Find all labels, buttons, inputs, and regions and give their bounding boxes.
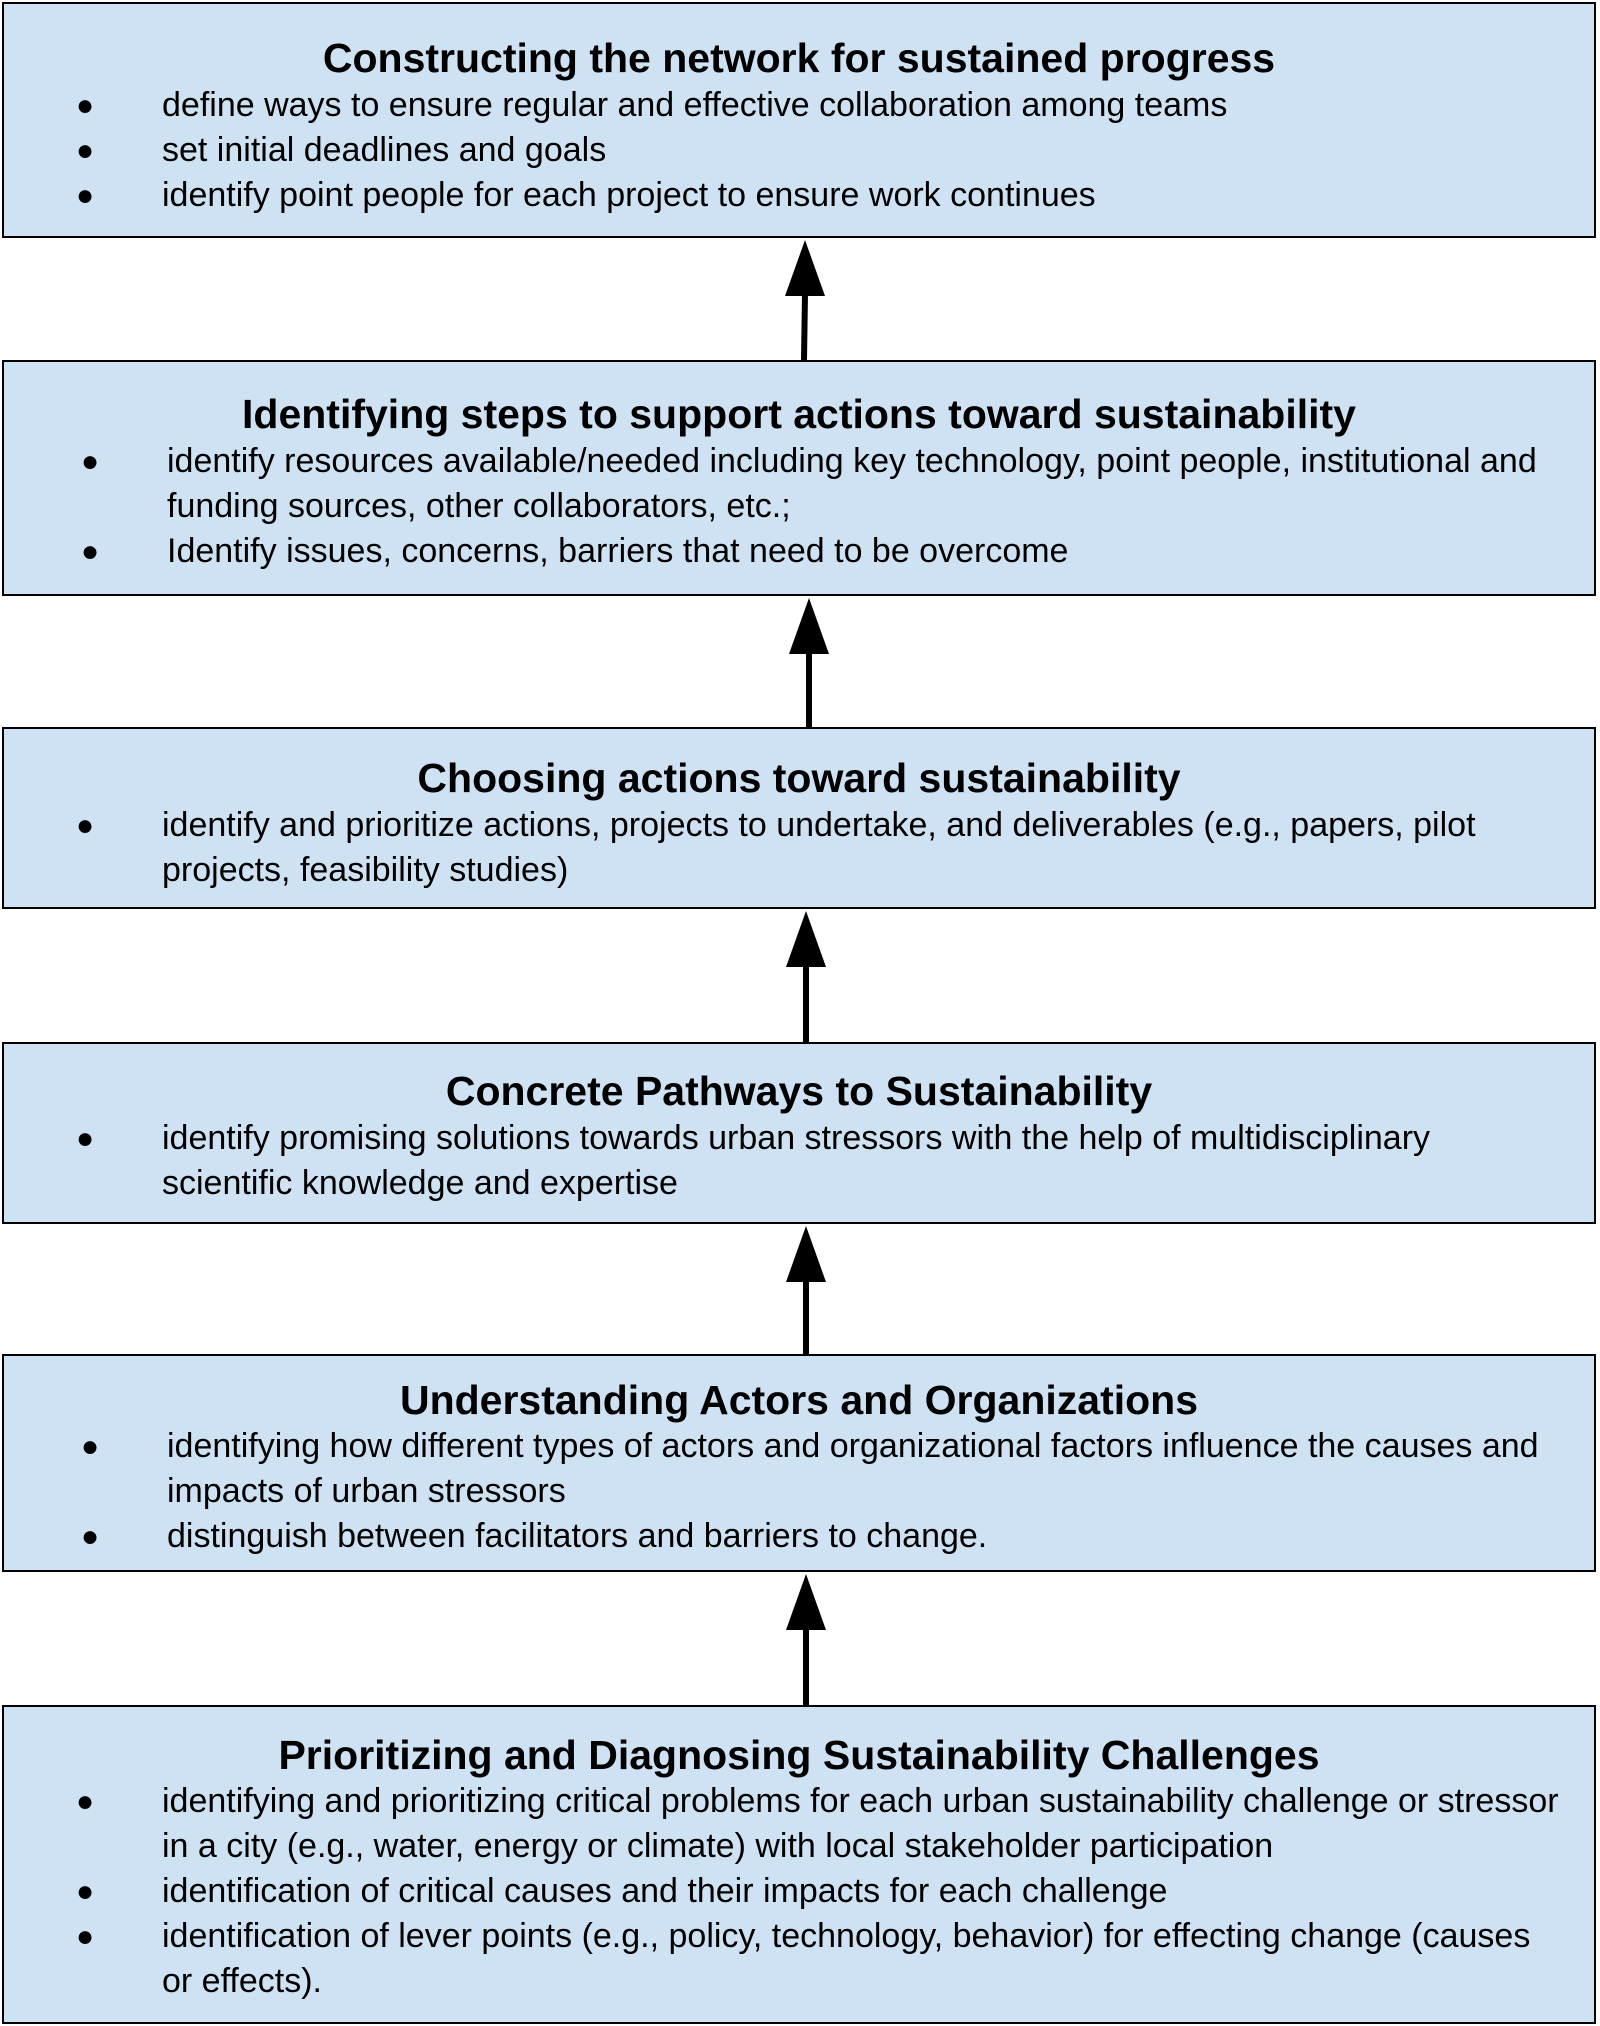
arrow-head xyxy=(785,240,825,296)
stage-bullet-list xyxy=(81,1424,1564,1559)
stage-title: Prioritizing and Diagnosing Sustainability Challenges xyxy=(278,1732,1320,1778)
list-item: ● set initial deadlines and goals xyxy=(76,131,607,169)
list-item: ● identify point people for each project to ensure work continues xyxy=(76,176,1096,214)
stage-box-understanding-actors xyxy=(2,1354,1596,1572)
list-item: ● identification of lever points (e.g., policy, technology, behavior) for effecting change (causes or effects). xyxy=(76,1917,1531,2000)
arrow-up-1 xyxy=(780,238,830,360)
stage-title: Constructing the network for sustained progress xyxy=(322,35,1276,81)
list-item: ● identify resources available/needed including key technology, point people, institutional and funding sources, other collaborators, etc.; xyxy=(81,442,1537,525)
list-item: ● identifying how different types of actors and organizational factors influence the causes and impacts of urban stressors xyxy=(81,1427,1539,1510)
arrow-head xyxy=(786,1226,826,1282)
bullet-text: distinguish between facilitators and barriers to change. xyxy=(167,1517,988,1555)
list-item: ● identification of critical causes and their impacts for each challenge xyxy=(76,1872,1168,1910)
list-item: ● Identify issues, concerns, barriers that need to be overcome xyxy=(81,532,1069,570)
bullet-text: identify and prioritize actions, projects to undertake, and deliverables (e.g., papers, pilot projects, feasibility studies) xyxy=(162,806,1476,889)
stage-box-concrete-pathways xyxy=(2,1042,1596,1224)
bullet-text: identify point people for each project to ensure work continues xyxy=(162,176,1096,214)
arrow-head xyxy=(789,598,829,654)
bullet-text: set initial deadlines and goals xyxy=(162,131,607,169)
stage-bullet-list xyxy=(76,1116,1564,1206)
bullet-text: Identify issues, concerns, barriers that need to be overcome xyxy=(167,532,1069,570)
arrow-up-2 xyxy=(784,596,834,727)
arrow-up-5 xyxy=(781,1572,831,1705)
stage-title: Identifying steps to support actions toward sustainability xyxy=(242,391,1356,437)
stage-bullet-list xyxy=(76,83,1564,218)
arrow-head xyxy=(786,911,826,967)
bullet-text: identify promising solutions towards urban stressors with the help of multidisciplinary scientific knowledge and expertise xyxy=(162,1119,1431,1202)
list-item: ● identify and prioritize actions, projects to undertake, and deliverables (e.g., papers, pilot projects, feasibility studies) xyxy=(76,806,1476,889)
list-item: ● identifying and prioritizing critical problems for each urban sustainability challenge or stressor in a city (e.g., water, energy or climate) with local stakeholder participation xyxy=(76,1782,1559,1865)
bullet-text: identify resources available/needed including key technology, point people, institutional and funding sources, other collaborators, etc.; xyxy=(167,442,1537,525)
stage-bullet-list xyxy=(76,803,1564,893)
bullet-text: identification of critical causes and their impacts for each challenge xyxy=(162,1872,1168,1910)
stage-bullet-list xyxy=(81,439,1564,574)
bullet-text: identifying and prioritizing critical problems for each urban sustainability challenge or stressor in a city (e.g., water, energy or climate) with local stakeholder participation xyxy=(162,1782,1559,1865)
bullet-text: define ways to ensure regular and effective collaboration among teams xyxy=(162,86,1228,124)
arrow-up-3 xyxy=(781,909,831,1042)
bullet-text: identification of lever points (e.g., policy, technology, behavior) for effecting change (causes or effects). xyxy=(162,1917,1531,2000)
stage-title: Concrete Pathways to Sustainability xyxy=(445,1068,1153,1114)
list-item: ● distinguish between facilitators and barriers to change. xyxy=(81,1517,988,1555)
stage-title: Choosing actions toward sustainability xyxy=(417,755,1181,801)
list-item: ● identify promising solutions towards urban stressors with the help of multidisciplinary scientific knowledge and expertise xyxy=(76,1119,1431,1202)
arrow-head xyxy=(786,1574,826,1630)
stage-box-network xyxy=(2,2,1596,238)
stage-box-identifying-steps xyxy=(2,360,1596,596)
list-item: ● define ways to ensure regular and effective collaboration among teams xyxy=(76,86,1228,124)
stage-title: Understanding Actors and Organizations xyxy=(399,1377,1199,1423)
stage-box-prioritizing-challenges xyxy=(2,1705,1596,2024)
arrow-up-4 xyxy=(781,1224,831,1354)
bullet-text: identifying how different types of actors and organizational factors influence the causes and impacts of urban stressors xyxy=(167,1427,1539,1510)
stage-bullet-list xyxy=(76,1779,1564,2004)
stage-box-choosing-actions xyxy=(2,727,1596,909)
arrow-shaft xyxy=(804,294,805,360)
